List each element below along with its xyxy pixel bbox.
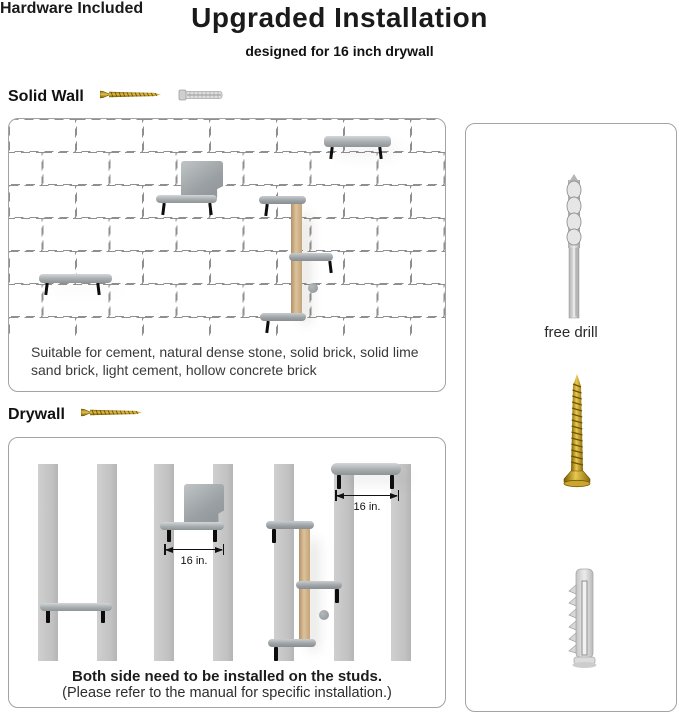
drywall-note (9, 668, 445, 701)
dimension-label: 16 in. (353, 501, 381, 513)
hardware-heading: Hardware Included (0, 0, 144, 17)
drywall-note-bold: Both side need to be installed on the studs. (71, 668, 383, 685)
solid-wall-panel (8, 118, 446, 392)
cat-box-perch (184, 484, 224, 523)
wall-stud (274, 464, 294, 661)
post-mid-platform (296, 581, 342, 589)
cat-shelf (40, 603, 112, 611)
cat-box-perch (181, 161, 223, 198)
wall-hole (319, 610, 329, 620)
mounting-pin (274, 647, 278, 661)
drywall-heading: Drywall (8, 406, 65, 423)
post-mid-platform (289, 253, 333, 261)
free-drill-label: free drill (544, 324, 598, 341)
post-top-platform (266, 521, 314, 529)
page-title: Upgraded Installation (191, 2, 488, 33)
mounting-pin (101, 609, 105, 623)
mounting-pin (46, 609, 50, 623)
cat-shelf (160, 522, 224, 530)
solid-wall-heading: Solid Wall (8, 88, 84, 105)
drywall-heading-row (8, 404, 143, 426)
cat-shelf (331, 463, 401, 475)
cat-shelf (324, 136, 391, 147)
wall-hole (308, 283, 318, 293)
post-bottom-platform (260, 313, 306, 321)
mounting-pin (390, 475, 394, 489)
screw-icon (81, 406, 143, 424)
cat-shelf (156, 195, 217, 203)
drywall-note-paren: (Please refer to the manual for specific installation.) (62, 685, 392, 701)
wall-anchor-icon (563, 567, 603, 674)
wall-stud (97, 464, 117, 661)
wall-stud (38, 464, 58, 661)
post-bottom-platform (268, 639, 316, 647)
mounting-pin (272, 529, 276, 543)
screw-icon (562, 374, 592, 497)
post-top-platform (259, 196, 306, 204)
mounting-pin (213, 528, 217, 542)
drywall-panel (8, 437, 446, 708)
mounting-pin (167, 528, 171, 542)
dimension-marker (164, 544, 224, 570)
cat-shelf (39, 274, 112, 283)
page-subtitle: designed for 16 inch drywall (245, 43, 434, 59)
screw-icon (100, 88, 162, 106)
wall-anchor-icon (178, 88, 224, 107)
hardware-panel (465, 123, 677, 712)
solid-wall-heading-row (8, 86, 224, 108)
solid-wall-note: Suitable for cement, natural dense stone, solid brick, solid lime sand brick, light cement, hollow concrete brick (31, 344, 419, 378)
drill-bit-icon (560, 174, 588, 325)
mounting-pin (335, 589, 339, 603)
dimension-marker (335, 490, 399, 516)
mounting-pin (337, 475, 341, 489)
dimension-label: 16 in. (180, 555, 208, 567)
